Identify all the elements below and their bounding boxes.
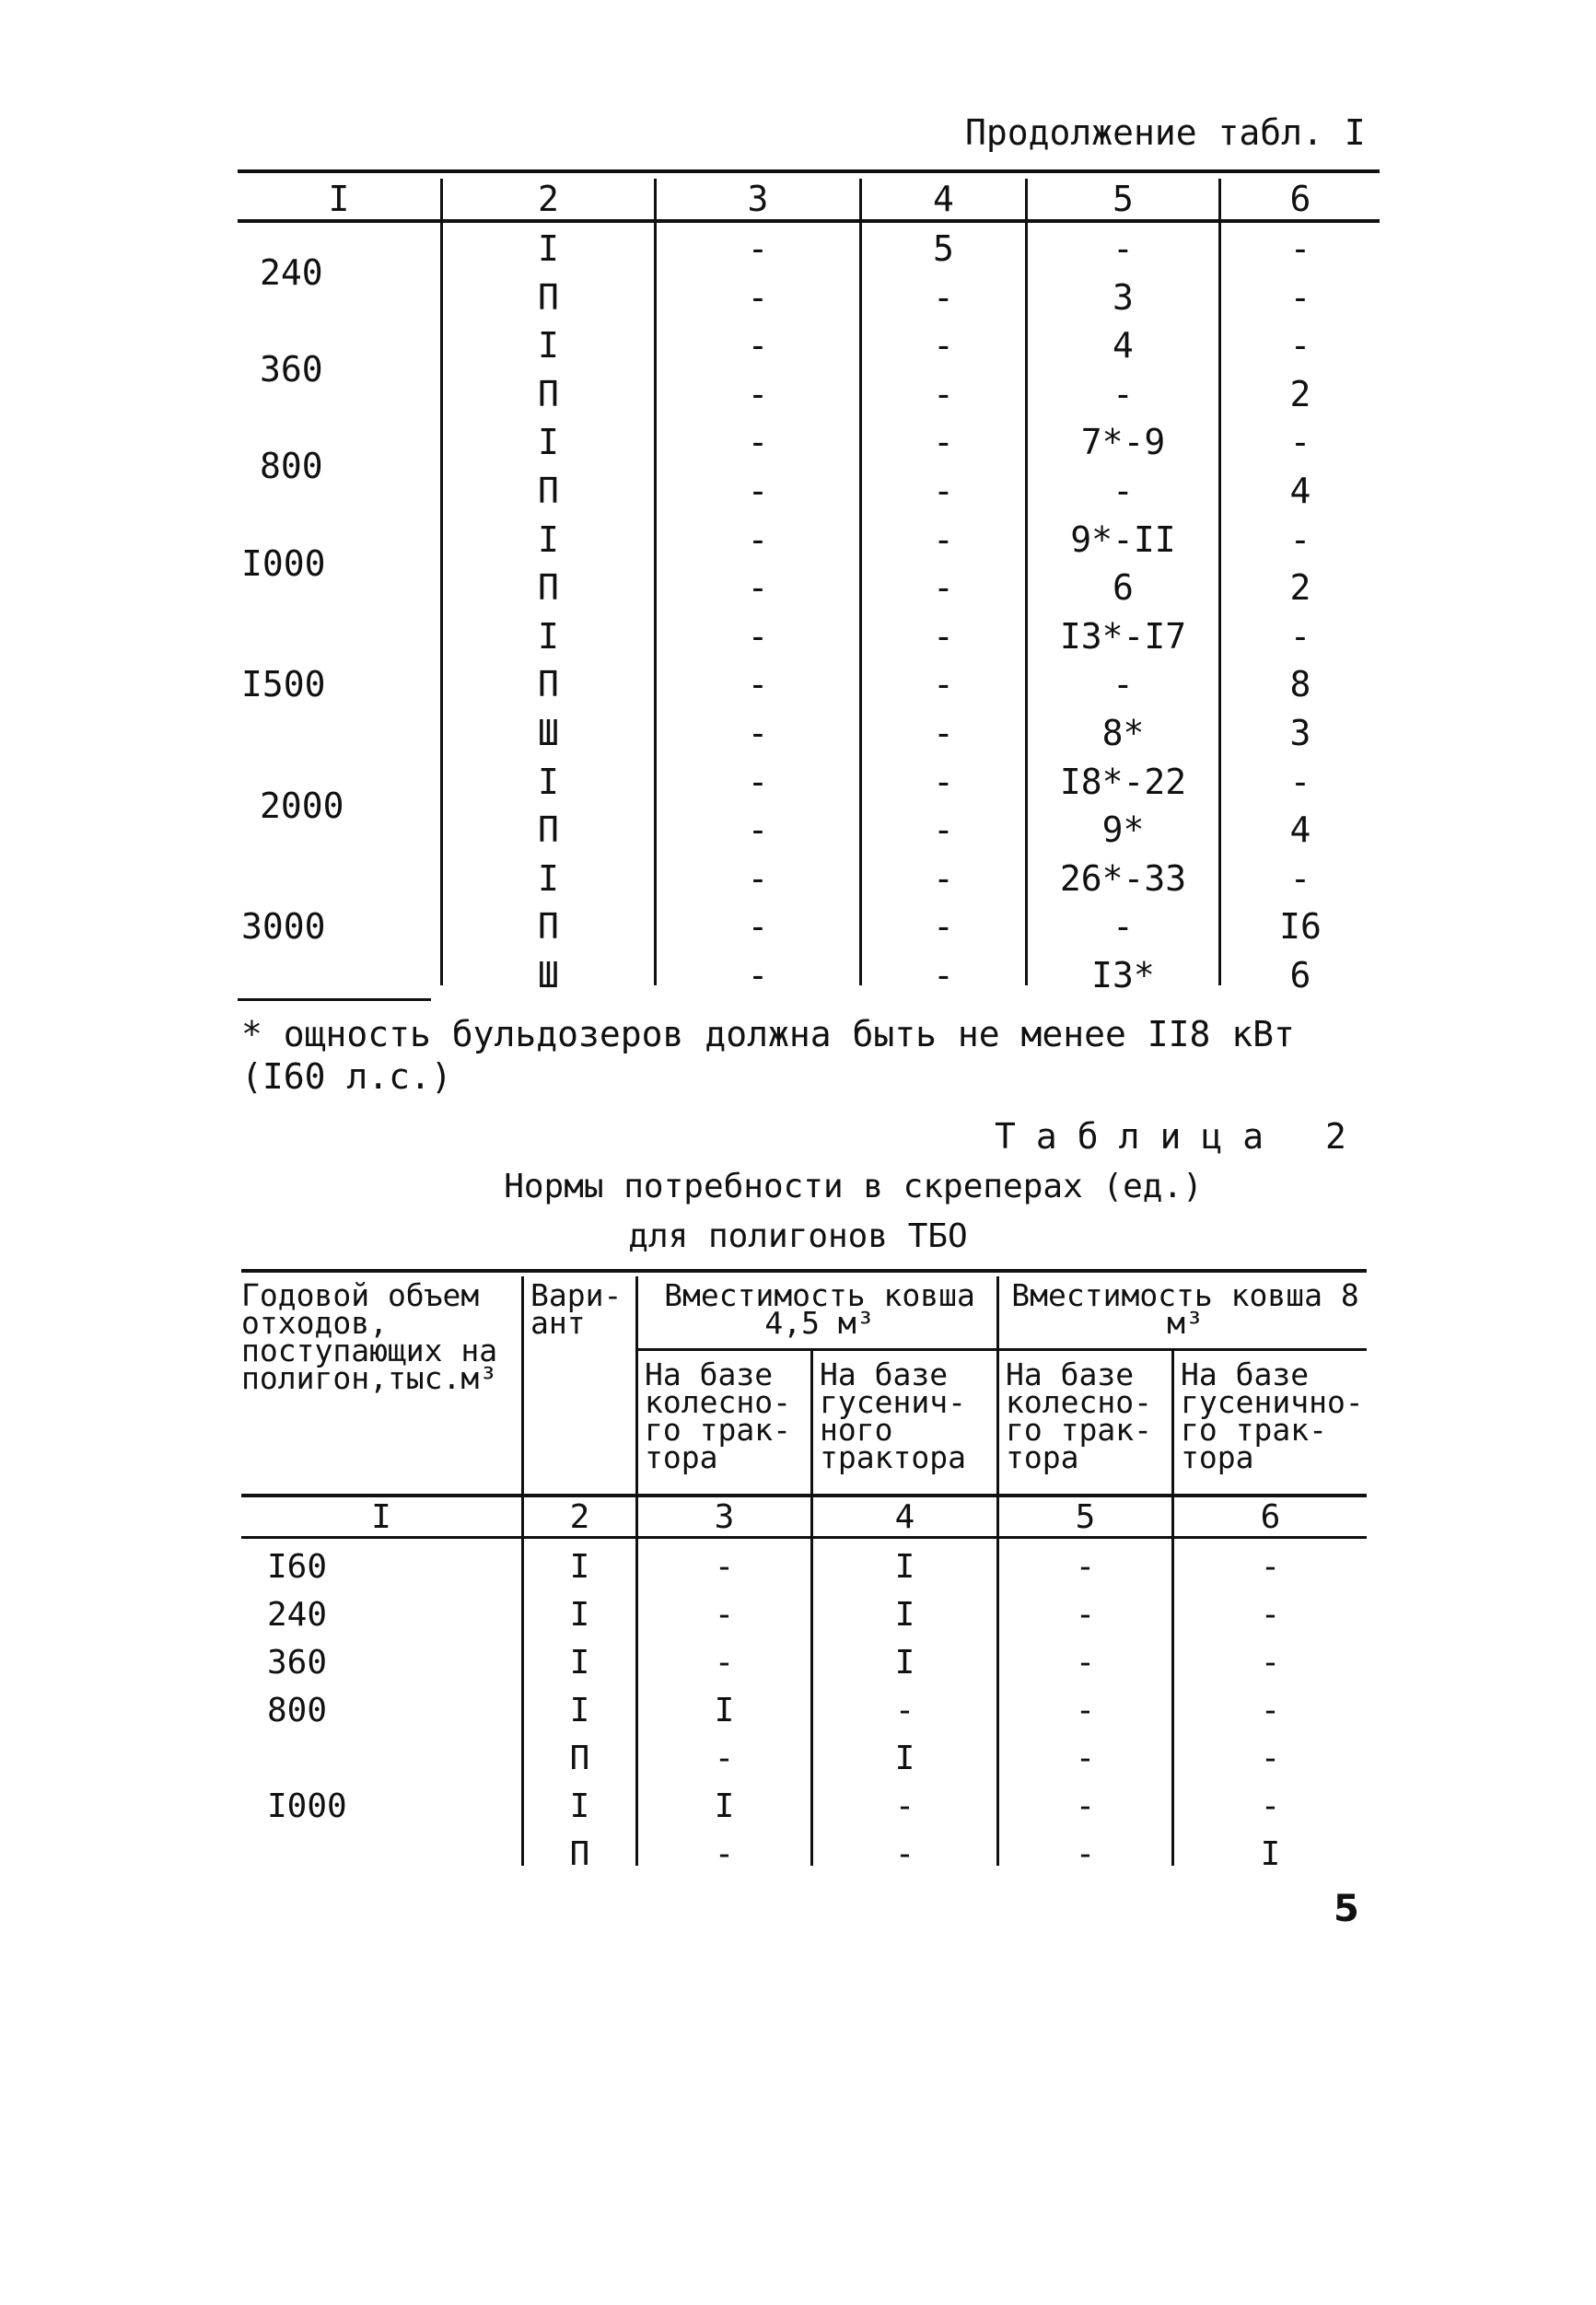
- table1-cell: I: [538, 518, 559, 560]
- table1-cell: I: [538, 228, 559, 269]
- table1-cell: -: [933, 857, 954, 899]
- table1-cell: 3: [1113, 276, 1134, 318]
- table2-header-group-8: Вместимость ковша 8 м³: [1011, 1277, 1359, 1341]
- table1-cell: I8*-22: [1059, 761, 1187, 802]
- table2-volume-label: 240: [267, 1596, 328, 1634]
- table2-cell: -: [714, 1740, 735, 1777]
- table2-cell: -: [1075, 1644, 1096, 1682]
- table2-cell: -: [1075, 1692, 1096, 1729]
- table1-cell: -: [1289, 761, 1311, 802]
- table1-cell: -: [1289, 228, 1311, 269]
- table2-cell: -: [1075, 1548, 1096, 1586]
- table2-cell: -: [1260, 1644, 1281, 1682]
- table2-cell: -: [714, 1596, 735, 1634]
- table2-cell: -: [1075, 1596, 1096, 1634]
- table2-header-volume: Годовой объем отходов, поступающих на полигон,тыс.м³: [241, 1277, 498, 1396]
- table1-cell: I: [538, 615, 559, 657]
- table1-volume-label: 240: [260, 252, 323, 293]
- table1-cell: -: [933, 809, 954, 851]
- table2-cell: -: [714, 1644, 735, 1682]
- table2-cell: I: [569, 1644, 590, 1682]
- table1-cell: 4: [1289, 809, 1311, 851]
- table1-cell: -: [747, 857, 769, 899]
- table2-cell: -: [1260, 1692, 1281, 1729]
- table1-cell: П: [538, 664, 559, 705]
- table2-number-cell: 6: [1260, 1498, 1281, 1536]
- table1-cell: П: [538, 809, 559, 851]
- table2-top-rule: [241, 1269, 1367, 1273]
- table1-cell: -: [933, 373, 954, 414]
- footnote: * ощность бульдозеров должна быть не менее II8 кВт (I60 л.с.): [241, 1014, 1295, 1097]
- table1-volume-label: 800: [260, 446, 323, 487]
- table1-cell: -: [1289, 276, 1311, 318]
- table1-volume-label: 2000: [260, 785, 344, 826]
- table1-header-cell: 3: [747, 179, 769, 219]
- table1-cell: -: [747, 422, 769, 463]
- table2-cell: -: [1260, 1740, 1281, 1777]
- table2-cell: -: [1075, 1787, 1096, 1825]
- table2-cell: I: [569, 1548, 590, 1586]
- table1-cell: I6: [1279, 906, 1322, 948]
- table1-cell: -: [1289, 615, 1311, 657]
- table1-cell: I: [538, 761, 559, 802]
- table2-cell: -: [894, 1787, 915, 1825]
- table1-cell: П: [538, 373, 559, 414]
- table1-cell: -: [933, 615, 954, 657]
- table1-cell: -: [747, 809, 769, 851]
- table2-cell: П: [569, 1835, 590, 1873]
- table1-cell: -: [747, 567, 769, 609]
- table1-cell: -: [747, 471, 769, 511]
- table1-cell: Ш: [538, 955, 559, 995]
- table1-cell: -: [933, 471, 954, 511]
- table1-volume-label: I000: [241, 542, 326, 584]
- table1-cell: П: [538, 276, 559, 318]
- table1-cell: 3: [1289, 713, 1311, 753]
- table1-cell: -: [747, 955, 769, 995]
- table2-cell: I: [894, 1548, 915, 1586]
- table2-cell: I: [714, 1787, 735, 1825]
- table1-header-cell: 5: [1113, 179, 1134, 219]
- table1-cell: 2: [1289, 373, 1311, 414]
- table2-cell: -: [1260, 1596, 1281, 1634]
- table2-cell: I: [894, 1596, 915, 1634]
- table1-cell: -: [933, 713, 954, 753]
- table1-cell: -: [933, 906, 954, 948]
- table1-cell: 2: [1289, 567, 1311, 609]
- table2-cell: -: [714, 1548, 735, 1586]
- table1-cell: 9*-II: [1070, 518, 1176, 560]
- table2-number-cell: 4: [894, 1498, 915, 1536]
- table1-top-rule: [238, 169, 1380, 173]
- table2-title: Таблица 2: [995, 1116, 1367, 1157]
- table1-cell: -: [1113, 373, 1134, 414]
- table1-cell: -: [933, 518, 954, 560]
- table2-volume-label: 360: [267, 1644, 328, 1682]
- table2-cell: П: [569, 1740, 590, 1777]
- table2-cell: -: [1260, 1548, 1281, 1586]
- table1-cell: I: [538, 422, 559, 463]
- table1-volume-label: 360: [260, 349, 323, 390]
- table1-cell: -: [933, 325, 954, 367]
- table2-cell: I: [569, 1787, 590, 1825]
- table1-header-cell: 6: [1289, 179, 1311, 219]
- table1-cell: 8: [1289, 664, 1311, 705]
- page-number: 5: [1334, 1888, 1359, 1930]
- table2-number-cell: 3: [714, 1498, 735, 1536]
- table1-cell: -: [747, 761, 769, 802]
- table1-cell: -: [1289, 857, 1311, 899]
- table2-cell: -: [1260, 1787, 1281, 1825]
- table1-cell: I: [538, 857, 559, 899]
- table2-cell: I: [894, 1644, 915, 1682]
- table2-header-wheeled-8: На базе колесно-го трак-тора: [1006, 1356, 1152, 1475]
- table1-cell: -: [933, 761, 954, 802]
- table1-cell: -: [933, 276, 954, 318]
- table1-cell: I3*-I7: [1059, 615, 1187, 657]
- table1-cell: 6: [1289, 955, 1311, 995]
- table2-cell: I: [569, 1596, 590, 1634]
- table1-cell: -: [933, 422, 954, 463]
- table1-cell: П: [538, 471, 559, 511]
- table2-header-group-4-5: Вместимость ковша 4,5 м³: [664, 1277, 975, 1341]
- table2-cell: -: [894, 1692, 915, 1729]
- table1-cell: -: [1113, 471, 1134, 511]
- table2-cell: I: [894, 1740, 915, 1777]
- table1-cell: 7*-9: [1080, 422, 1166, 463]
- table1-bottom-rule: [238, 998, 431, 1001]
- table1-cell: -: [747, 664, 769, 705]
- table2-cell: -: [1075, 1740, 1096, 1777]
- table1-cell: -: [1289, 325, 1311, 367]
- table1-cell: -: [747, 615, 769, 657]
- table2-cell: -: [894, 1835, 915, 1873]
- table1-cell: 9*: [1101, 809, 1145, 851]
- table1-cell: 5: [933, 228, 954, 269]
- table1-cell: Ш: [538, 713, 559, 753]
- table1-cell: -: [747, 906, 769, 948]
- table2-number-cell: 5: [1075, 1498, 1096, 1536]
- table2-header-tracked-8: На базе гусенично-го трак-тора: [1181, 1356, 1364, 1475]
- table1-cell: 8*: [1101, 713, 1145, 753]
- table1-cell: -: [747, 518, 769, 560]
- table2-caption-line2: для полигонов ТБО: [628, 1217, 968, 1255]
- table1-cell: -: [747, 276, 769, 318]
- table2-cell: -: [1075, 1835, 1096, 1873]
- table2-volume-label: 800: [267, 1692, 328, 1729]
- table1-cell: -: [1113, 228, 1134, 269]
- table2-header-tracked-4-5: На базе гусенич-ного трактора: [820, 1356, 966, 1475]
- table1-header-cell: 2: [538, 179, 559, 219]
- table1-cell: П: [538, 906, 559, 948]
- table1-header-cell: 4: [933, 179, 954, 219]
- table1-cell: 4: [1113, 325, 1134, 367]
- table1-cell: 6: [1113, 567, 1134, 609]
- table2-volume-label: I000: [267, 1787, 347, 1825]
- table2-cell: I: [569, 1692, 590, 1729]
- table1-cell: I3*: [1091, 955, 1155, 995]
- table2-cell: I: [1260, 1835, 1281, 1873]
- table2-caption-line1: Нормы потребности в скреперах (ед.): [504, 1168, 1203, 1205]
- table1-cell: -: [747, 713, 769, 753]
- table1-cell: -: [1113, 664, 1134, 705]
- table1-cell: -: [1113, 906, 1134, 948]
- table2-header-variant: Вари-ант: [530, 1277, 623, 1341]
- table1-cell: -: [1289, 518, 1311, 560]
- table2-cell: I: [714, 1692, 735, 1729]
- table1-cell: 4: [1289, 471, 1311, 511]
- table2-header-wheeled-4-5: На базе колесно-го трак-тора: [645, 1356, 791, 1475]
- table1-cell: -: [747, 325, 769, 367]
- table1-header-cell: I: [328, 179, 350, 219]
- table2-volume-label: I60: [267, 1548, 328, 1586]
- table1-cell: -: [933, 664, 954, 705]
- table2-cell: -: [714, 1835, 735, 1873]
- table1-cell: -: [1289, 422, 1311, 463]
- table2-number-cell: I: [371, 1498, 391, 1536]
- table1-cell: -: [933, 955, 954, 995]
- table1-cell: 26*-33: [1059, 857, 1187, 899]
- table1-cell: -: [747, 373, 769, 414]
- table1-cell: -: [933, 567, 954, 609]
- table1-volume-label: I500: [241, 664, 326, 705]
- table2-number-cell: 2: [569, 1498, 590, 1536]
- continuation-caption: Продолжение табл. I: [965, 112, 1366, 153]
- table1-cell: -: [747, 228, 769, 269]
- table1-cell: I: [538, 325, 559, 367]
- table1-cell: П: [538, 567, 559, 609]
- table2-group-rule: [635, 1348, 1367, 1351]
- table1-volume-label: 3000: [241, 906, 326, 948]
